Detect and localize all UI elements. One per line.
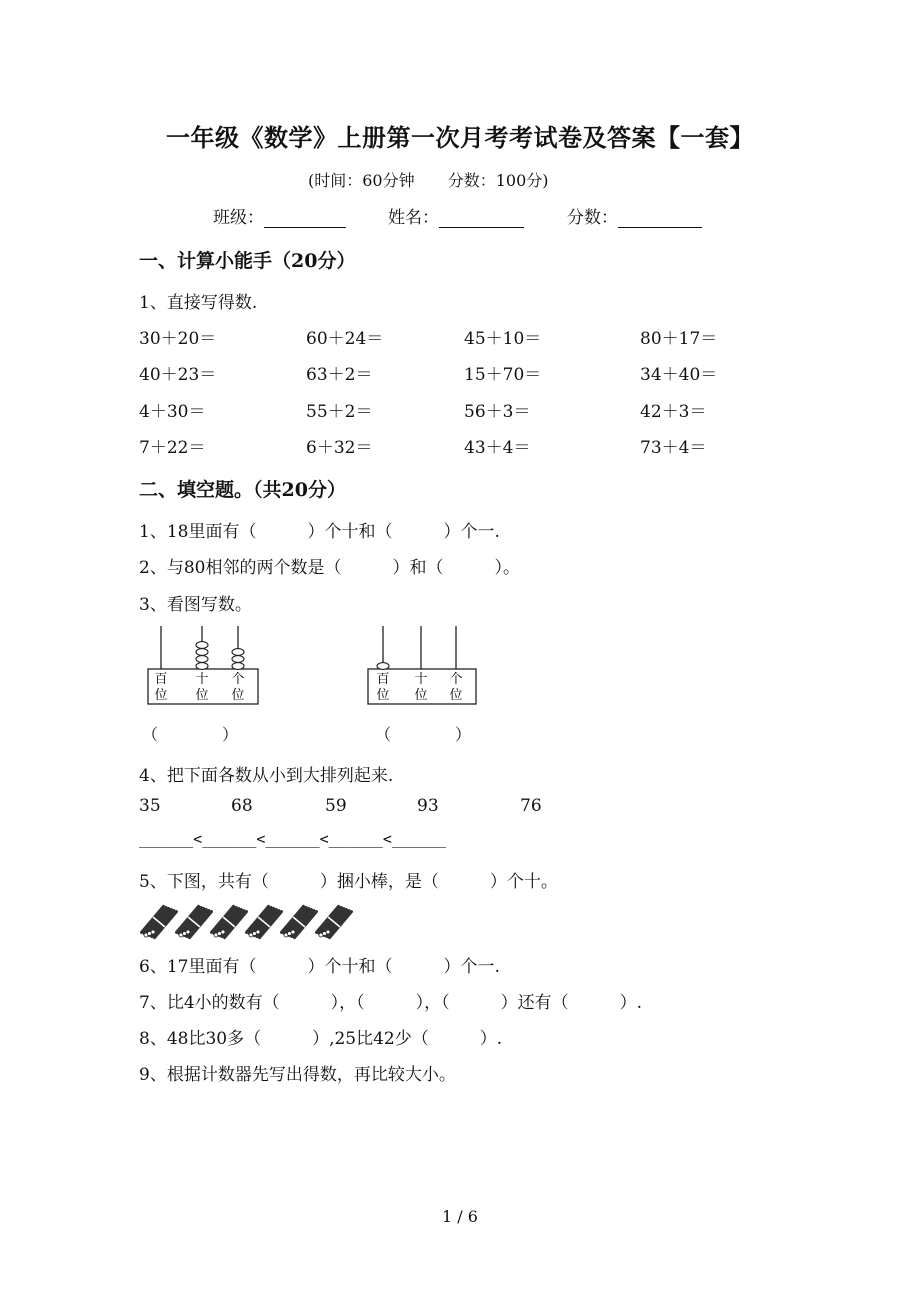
equation: 45＋10＝ [464, 329, 542, 349]
stick-bundle [177, 906, 212, 937]
hundreds-label: 位 [154, 688, 168, 703]
section2-heading: 二、填空题。（共20分） [139, 479, 346, 501]
class-blank[interactable] [264, 209, 346, 228]
number-item: 59 [325, 796, 347, 816]
name-field [388, 203, 524, 228]
stick-bundles [140, 903, 370, 941]
equation: 42＋3＝ [640, 402, 707, 422]
class-label: 班级： [213, 208, 264, 228]
question-8: 8、48比30多（ ）,25比42少（ ）. [139, 1029, 503, 1049]
equation: 63＋2＝ [306, 365, 373, 385]
equation: 15＋70＝ [464, 365, 542, 385]
question-9: 9、根据计数器先写出得数，再比较大小。 [139, 1065, 456, 1085]
abacus-bead [196, 656, 208, 663]
name-label: 姓名： [388, 208, 439, 228]
abacus-2-hundreds-beads [377, 663, 389, 670]
abacus-bead [232, 656, 244, 663]
order-answer-line[interactable]: ______<______<______<______<______ [139, 830, 447, 848]
stick-bundle [212, 906, 247, 937]
abacus-bead [232, 649, 244, 656]
question-6: 6、17里面有（ ）个十和（ ）个一. [139, 957, 500, 977]
section1-heading: 一、计算小能手（20分） [139, 250, 356, 272]
abacus-bead [377, 663, 389, 670]
equation: 55＋2＝ [306, 402, 373, 422]
score-label: 分数： [567, 208, 618, 228]
exam-total-score: 分数：100分) [447, 171, 549, 190]
question-2: 2、与80相邻的两个数是（ ）和（ ）。 [139, 558, 520, 578]
ones-label: 位 [231, 688, 245, 703]
hundreds-label: 位 [376, 688, 390, 703]
equation: 40＋23＝ [139, 365, 217, 385]
abacus-bead [196, 663, 208, 670]
tens-label: 十 [195, 672, 209, 687]
question-3: 3、看图写数。 [139, 595, 252, 615]
equation: 60＋24＝ [306, 329, 384, 349]
q1-prompt: 1、直接写得数. [139, 293, 258, 313]
equation: 34＋40＝ [640, 365, 718, 385]
question-7: 7、比4小的数有（ ），（ ），（ ）还有（ ）. [139, 993, 643, 1013]
score-field [567, 203, 702, 228]
tens-label: 十 [414, 672, 428, 687]
hundreds-label: 百 [376, 672, 390, 687]
exam-meta [308, 168, 549, 191]
number-item: 35 [139, 796, 161, 816]
ones-label: 位 [449, 688, 463, 703]
page-title: 一年级《数学》上册第一次月考考试卷及答案【一套】 [166, 123, 754, 152]
equation: 6＋32＝ [306, 438, 373, 458]
stick-bundle [317, 906, 352, 937]
number-item: 93 [417, 796, 439, 816]
equation: 73＋4＝ [640, 438, 707, 458]
equation: 80＋17＝ [640, 329, 718, 349]
tens-label: 位 [195, 688, 209, 703]
question-4: 4、把下面各数从小到大排列起来. [139, 766, 394, 786]
stick-bundle [247, 906, 282, 937]
name-blank[interactable] [439, 209, 524, 228]
stick-bundle [282, 906, 317, 937]
tens-label: 位 [414, 688, 428, 703]
equation: 30＋20＝ [139, 329, 217, 349]
page-number: 1 / 6 [442, 1207, 478, 1226]
abacus-2-answer[interactable]: （ ） [375, 725, 472, 744]
score-blank[interactable] [618, 209, 702, 228]
equation: 56＋3＝ [464, 402, 531, 422]
abacus-bead [196, 649, 208, 656]
ones-label: 个 [231, 672, 245, 687]
abacus-2 [362, 624, 492, 708]
exam-time: (时间：60分钟 [308, 171, 415, 190]
ones-label: 个 [449, 672, 463, 687]
class-field [213, 203, 346, 228]
equation: 43＋4＝ [464, 438, 531, 458]
abacus-1-ones-beads [232, 649, 244, 670]
equation: 7＋22＝ [139, 438, 206, 458]
stick-bundle [142, 906, 177, 937]
abacus-bead [196, 642, 208, 649]
equation: 4＋30＝ [139, 402, 206, 422]
abacus-bead [232, 663, 244, 670]
abacus-1 [140, 624, 270, 708]
question-5: 5、下图，共有（ ）捆小棒，是（ ）个十。 [139, 872, 558, 892]
hundreds-label: 百 [154, 672, 168, 687]
abacus-1-tens-beads [196, 642, 208, 670]
number-item: 76 [520, 796, 542, 816]
question-1: 1、18里面有（ ）个十和（ ）个一. [139, 522, 500, 542]
number-item: 68 [231, 796, 253, 816]
abacus-1-answer[interactable]: （ ） [142, 725, 239, 744]
